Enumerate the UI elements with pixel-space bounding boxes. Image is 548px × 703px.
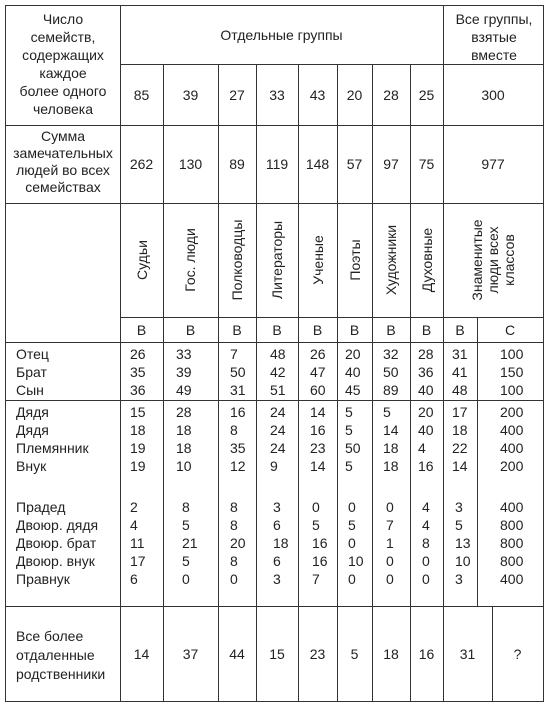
category-artists: Художники xyxy=(383,224,399,296)
sum-cell: 148 xyxy=(305,156,330,172)
values-col: 24 24 24 9 xyxy=(270,404,286,474)
sum-cell: 89 xyxy=(229,156,245,172)
footer-cell: 37 xyxy=(182,646,199,662)
footer-cell: 15 xyxy=(269,646,285,662)
families-count-total: 300 xyxy=(481,87,505,103)
category-clergy: Духовные xyxy=(419,227,435,293)
subheader-b: B xyxy=(386,322,396,338)
sum-cell: 119 xyxy=(265,156,289,172)
values-col: 8 5 21 5 0 xyxy=(182,499,198,587)
values-col: 48 42 51 xyxy=(270,346,286,398)
sum-label: Сумма замечательных людей во всех семействах xyxy=(13,128,113,195)
category-poets: Поэты xyxy=(347,239,363,281)
values-col: 28 36 40 xyxy=(418,346,434,398)
values-col: 0 5 0 10 0 xyxy=(348,499,364,587)
values-col: 200 400 400 200 xyxy=(500,404,524,474)
values-col: 3 5 13 10 3 xyxy=(455,499,471,587)
footer-cell: 18 xyxy=(383,646,399,662)
values-col: 400 800 800 800 400 xyxy=(500,499,524,587)
values-col: 32 50 89 xyxy=(383,346,399,398)
subheader-b: B xyxy=(312,322,323,338)
values-col: 100 150 100 xyxy=(500,346,524,398)
values-col: 33 39 49 xyxy=(176,346,192,398)
footer-cell: 16 xyxy=(418,646,435,662)
families-count-cell: 27 xyxy=(229,87,245,103)
values-col: 26 35 36 xyxy=(130,346,146,398)
values-col: 16 8 35 12 xyxy=(230,404,246,474)
footer-cell: 14 xyxy=(133,646,150,662)
values-col: 4 4 8 0 0 xyxy=(422,499,430,587)
subheader-b: B xyxy=(272,322,282,338)
subheader-b: B xyxy=(232,322,242,338)
values-col: 15 18 19 19 xyxy=(130,404,146,474)
values-col: 26 47 60 xyxy=(310,346,326,398)
sum-cell: 262 xyxy=(129,156,154,172)
values-col: 31 41 48 xyxy=(452,346,468,398)
values-col: 5 5 50 5 xyxy=(345,404,361,474)
families-count-cell: 28 xyxy=(383,87,399,103)
sum-total: 977 xyxy=(481,156,505,172)
sum-cell: 130 xyxy=(178,156,203,172)
category-writers: Литераторы xyxy=(269,220,285,300)
category-statesmen: Гос. люди xyxy=(182,228,198,292)
footer-label: Все более отдаленные родственники xyxy=(16,628,106,682)
category-judges: Судьи xyxy=(134,240,150,280)
sum-cell: 75 xyxy=(418,156,435,172)
families-count-cell: 33 xyxy=(269,87,285,103)
families-count-cell: 20 xyxy=(346,87,363,103)
category-all-classes: Знаменитые люди всех классов xyxy=(469,219,517,301)
subheader-c: C xyxy=(504,322,516,338)
values-col: 7 50 31 xyxy=(230,346,246,398)
category-scientists: Ученые xyxy=(310,235,326,285)
values-col: 20 40 4 16 xyxy=(418,404,434,474)
sum-cell: 97 xyxy=(383,156,399,172)
subheader-b: B xyxy=(421,322,432,338)
relations-group-1: Отец Брат Сын xyxy=(16,346,49,398)
families-count-cell: 43 xyxy=(309,87,326,103)
relations-group-2: Дядя Дядя Племянник Внук xyxy=(16,404,89,474)
footer-cell: 23 xyxy=(309,646,326,662)
values-col: 14 16 23 14 xyxy=(310,404,326,474)
category-commanders: Полководцы xyxy=(229,219,245,301)
footer-cell: 31 xyxy=(459,646,476,662)
values-col: 2 4 11 17 6 xyxy=(130,499,146,587)
values-col: 28 18 18 10 xyxy=(176,404,192,474)
header-groups: Отдельные группы xyxy=(220,27,343,43)
values-col: 5 14 18 18 xyxy=(383,404,399,474)
footer-cell: ? xyxy=(513,646,522,662)
subheader-b: B xyxy=(136,322,147,338)
sum-cell: 57 xyxy=(346,156,363,172)
values-col: 0 7 1 0 0 xyxy=(386,499,394,587)
header-families-label: Число семейств, содержащих каждое более одного человека xyxy=(19,11,107,117)
footer-cell: 44 xyxy=(229,646,245,662)
values-col: 0 5 16 16 7 xyxy=(312,499,328,587)
values-col: 20 40 45 xyxy=(345,346,361,398)
values-col: 3 6 18 6 3 xyxy=(273,499,289,587)
values-col: 17 18 22 14 xyxy=(452,404,468,474)
footer-cell: 5 xyxy=(350,646,359,662)
families-count-cell: 85 xyxy=(133,87,150,103)
families-count-cell: 25 xyxy=(418,87,435,103)
subheader-b: B xyxy=(185,322,196,338)
relations-group-3: Прадед Двоюр. дядя Двоюр. брат Двоюр. внук Правнук xyxy=(16,499,99,587)
families-count-cell: 39 xyxy=(182,87,199,103)
subheader-b: B xyxy=(455,322,465,338)
header-all-groups: Все группы, взятые вместе xyxy=(455,11,533,63)
values-col: 8 8 20 8 0 xyxy=(230,499,246,587)
subheader-b: B xyxy=(349,322,360,338)
